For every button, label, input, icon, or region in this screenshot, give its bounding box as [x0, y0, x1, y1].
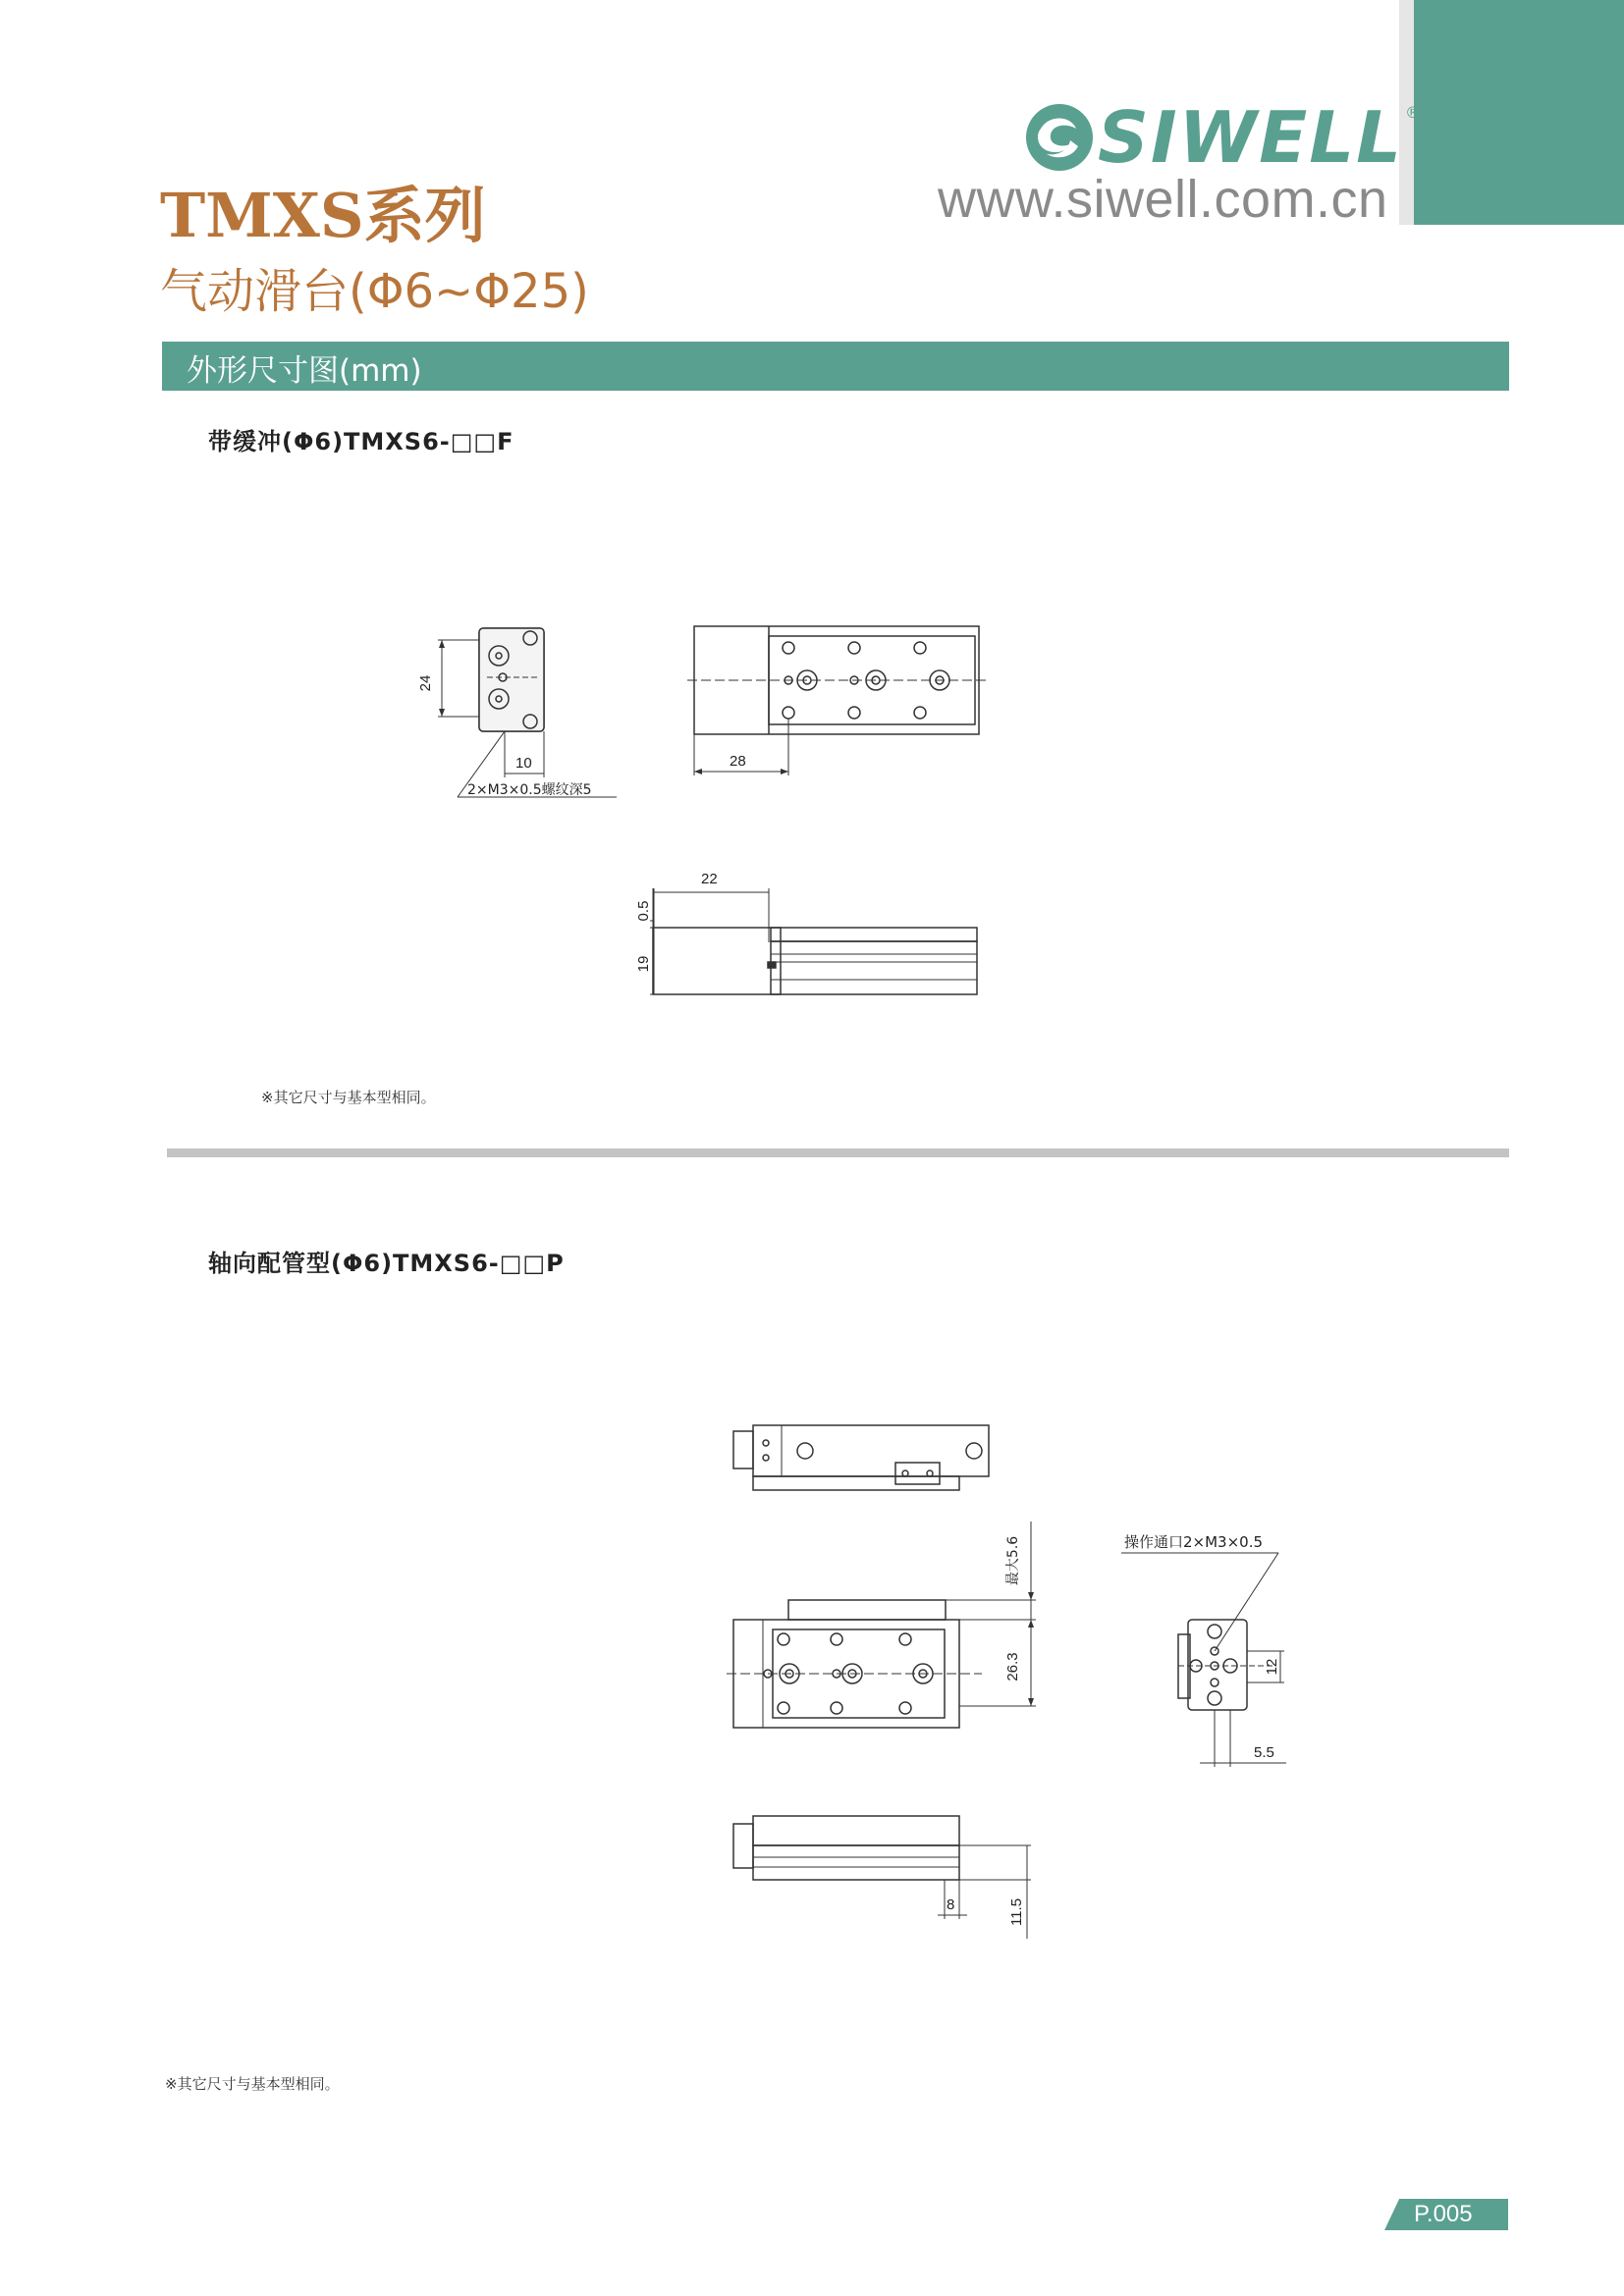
section-bar-label: 外形尺寸图(mm): [187, 353, 422, 389]
thread-note: 2×M3×0.5螺纹深5: [467, 782, 592, 798]
brand-name: SIWELL: [1098, 96, 1404, 179]
diagram2-heading: 轴向配管型(Φ6)TMXS6-□□P: [208, 1250, 565, 1277]
dim-0-5: 0.5: [635, 900, 652, 922]
dim-24: 24: [417, 674, 434, 692]
diagram1-drawing: [393, 589, 1001, 1021]
dim-22: 22: [701, 871, 718, 887]
diagram2-drawing: [687, 1414, 1335, 1963]
diagram2-front-view: [727, 1522, 1036, 1728]
website-url: www.siwell.com.cn: [938, 170, 1388, 229]
diagram1-end-view: [438, 628, 617, 797]
dim-12: 12: [1264, 1658, 1280, 1676]
registered-mark: ®: [1405, 102, 1422, 122]
dim-19: 19: [635, 955, 652, 973]
page-number: P.005: [1414, 2201, 1473, 2227]
dim-26-3: 26.3: [1004, 1652, 1021, 1682]
brand-logo: [1021, 98, 1421, 177]
section-divider: [167, 1148, 1509, 1157]
page-subtitle: 气动滑台(Φ6~Φ25): [160, 264, 589, 319]
diagram2-side-view: [733, 1816, 1031, 1939]
diagram1-side-view: [650, 888, 977, 994]
diagram2-footnote: ※其它尺寸与基本型相同。: [165, 2075, 340, 2093]
dim-5-5: 5.5: [1254, 1744, 1274, 1761]
dim-8: 8: [947, 1896, 955, 1913]
header-green-block: [1414, 0, 1624, 225]
diagram1-heading: 带缓冲(Φ6)TMXS6-□□F: [208, 428, 514, 455]
diagram1-footnote: ※其它尺寸与基本型相同。: [261, 1089, 436, 1106]
diagram2-top-view: [733, 1425, 989, 1490]
swirl-logo-icon: [1021, 99, 1098, 176]
diagram2-end-view: [1121, 1553, 1286, 1767]
page-title: TMXS系列: [160, 180, 486, 251]
dim-max-5-6: 最大5.6: [1005, 1535, 1021, 1586]
port-note: 操作通口2×M3×0.5: [1124, 1533, 1264, 1551]
dim-11-5: 11.5: [1008, 1897, 1025, 1927]
dim-10: 10: [515, 755, 532, 772]
dim-28: 28: [730, 753, 746, 770]
